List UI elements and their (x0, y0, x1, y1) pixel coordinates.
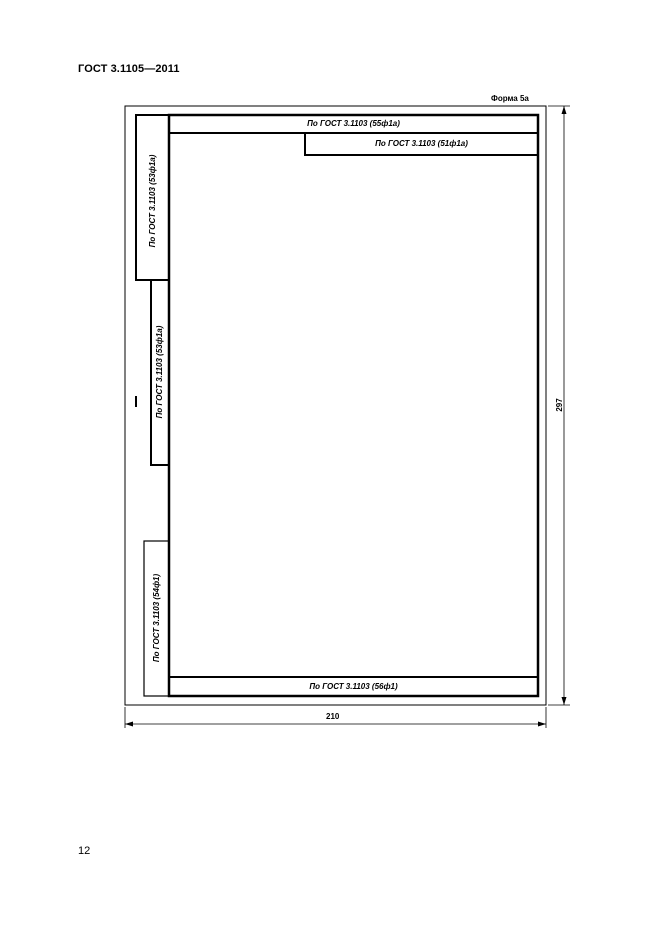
sheet-outline (125, 106, 546, 705)
left-upper-block-label: По ГОСТ 3.1103 (53ф1а) (148, 154, 157, 248)
page-number: 12 (78, 845, 91, 857)
top-main-block-label: По ГОСТ 3.1103 (55ф1а) (307, 119, 400, 128)
left-lower-block-label: По ГОСТ 3.1103 (54ф1) (152, 573, 161, 663)
bottom-block-label: По ГОСТ 3.1103 (56ф1) (309, 682, 398, 691)
document-header-title: ГОСТ 3.1105—2011 (78, 63, 180, 75)
left-middle-block-label: По ГОСТ 3.1103 (53ф1а) (155, 325, 164, 419)
width-dimension-label: 210 (326, 712, 340, 721)
height-dimension-label: 297 (555, 398, 564, 412)
main-frame (169, 115, 538, 696)
form-label: Форма 5а (491, 94, 529, 103)
top-secondary-block-label: По ГОСТ 3.1103 (51ф1а) (375, 139, 468, 148)
